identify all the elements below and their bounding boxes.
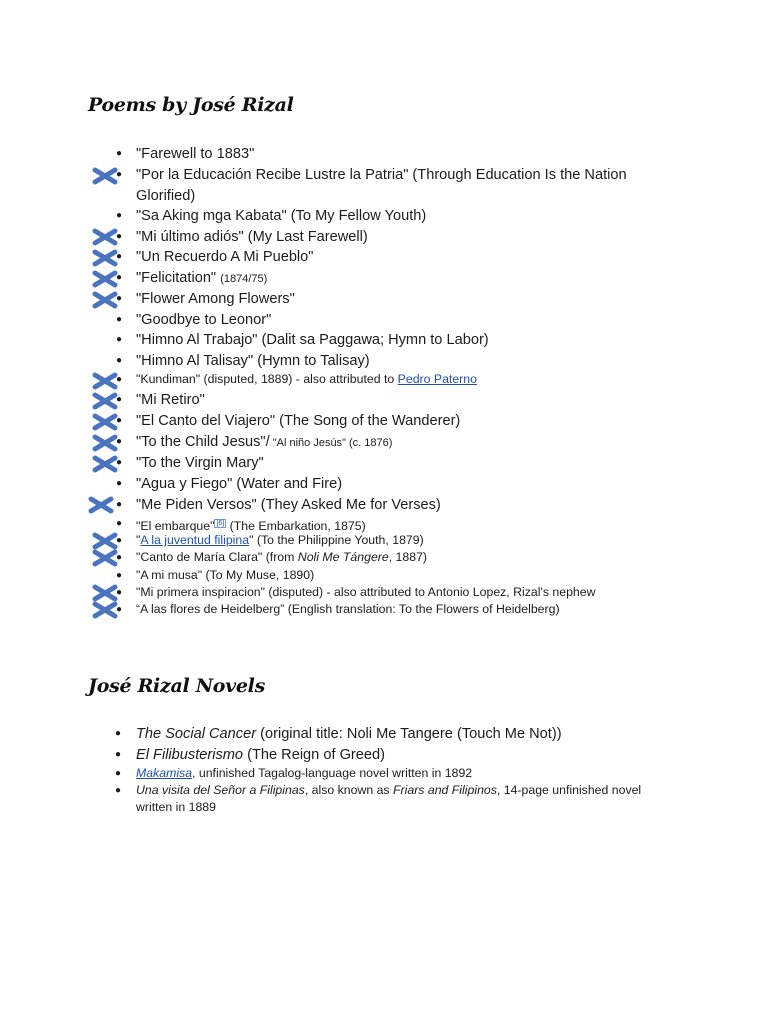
novels-list	[0, 724, 768, 817]
poem-note: (The Embarkation, 1875)	[226, 519, 366, 534]
bullet: ●	[115, 355, 123, 366]
poem-item	[0, 515, 768, 532]
poem-title: "Himno Al Talisay" (Hymn to Talisay)	[136, 353, 370, 369]
bullet: ●	[114, 768, 122, 779]
bullet: ●	[115, 604, 123, 615]
novel-item	[0, 724, 768, 745]
bullet: ●	[115, 394, 123, 405]
poem-title: "Farewell to 1883"	[136, 146, 255, 162]
poem-title: "Me Piden Versos" (They Asked Me for Verses)	[136, 497, 441, 513]
bullet: ●	[115, 334, 123, 345]
poem-item	[0, 268, 768, 289]
poem-item	[0, 474, 768, 495]
bullet: ●	[115, 169, 123, 180]
poem-item	[0, 371, 768, 390]
bullet: ●	[115, 374, 123, 385]
bullet: ●	[114, 749, 122, 760]
poem-title: "Flower Among Flowers"	[136, 291, 295, 307]
novel-alt-title: Friars and Filipinos	[393, 783, 497, 797]
poem-item	[0, 390, 768, 411]
quote-mark: "	[136, 533, 141, 547]
poem-title: "To the Child Jesus"/	[136, 434, 270, 450]
poem-title: "Felicitation"	[136, 270, 217, 286]
poem-item	[0, 601, 768, 618]
bullet: ●	[115, 518, 123, 529]
poem-title: "Mi último adiós" (My Last Farewell)	[136, 229, 368, 245]
poem-title: "Por la Educación Recibe Lustre la Patria" (Through Education Is the Nation Glorified)	[136, 167, 627, 204]
poem-item	[0, 495, 768, 515]
bullet: ●	[115, 231, 123, 242]
poems-list	[0, 144, 768, 618]
poem-title: "Sa Aking mga Kabata" (To My Fellow Youth)	[136, 208, 427, 224]
poem-item	[0, 330, 768, 351]
poem-item	[0, 310, 768, 330]
novel-note: , unfinished Tagalog-language novel written in 1892	[192, 766, 473, 780]
poem-item	[0, 411, 768, 432]
bullet: ●	[115, 478, 123, 489]
poem-note: , 1887)	[388, 550, 428, 564]
novel-item	[0, 782, 768, 817]
novel-item	[0, 765, 768, 782]
poem-item	[0, 165, 768, 206]
bullet: ●	[115, 293, 123, 304]
poem-title: "Un Recuerdo A Mi Pueblo"	[136, 249, 314, 265]
novel-note: (original title: Noli Me Tangere (Touch Me Not))	[256, 726, 562, 742]
novel-note: , 14-page unfinished novel written in 1889	[136, 783, 642, 815]
poem-item	[0, 247, 768, 268]
bullet: ●	[115, 499, 123, 510]
poem-title: "To the Virgin Mary"	[136, 455, 264, 471]
bullet: ●	[115, 570, 123, 581]
juventud-filipina-link[interactable]: A la juventud filipina	[140, 533, 250, 547]
novel-note: (The Reign of Greed)	[243, 747, 385, 763]
bullet: ●	[115, 314, 123, 325]
novel-title: The Social Cancer	[136, 726, 257, 742]
poem-title: "Himno Al Trabajo" (Dalit sa Paggawa; Hymn to Labor)	[136, 332, 489, 348]
poem-title: "Agua y Fiego" (Water and Fire)	[136, 476, 343, 492]
x-mark-icon	[88, 496, 114, 514]
poem-date: (1874/75)	[220, 273, 268, 285]
poem-source: Noli Me Tángere	[297, 550, 389, 564]
bullet: ●	[115, 415, 123, 426]
poem-item	[0, 549, 768, 567]
bullet: ●	[115, 251, 123, 262]
bullet: ●	[115, 552, 123, 563]
novel-title: El Filibusterismo	[136, 747, 244, 763]
novels-heading: José Rizal Novels	[88, 675, 265, 697]
poem-item	[0, 227, 768, 247]
bullet: ●	[115, 535, 123, 546]
poem-title: "Mi primera inspiracion" (disputed) - also attributed to Antonio Lopez, Rizal's nephew	[136, 585, 596, 599]
bullet: ●	[114, 728, 122, 739]
poem-note: " (To the Philippine Youth, 1879)	[249, 533, 424, 547]
poem-item	[0, 532, 768, 549]
bullet: ●	[115, 436, 123, 447]
poem-title: "El Canto del Viajero" (The Song of the Wanderer)	[136, 413, 461, 429]
bullet: ●	[115, 148, 123, 159]
novel-note: , also known as	[304, 783, 394, 797]
makamisa-link[interactable]: Makamisa	[136, 766, 193, 780]
poem-item	[0, 144, 768, 165]
poem-title: "Mi Retiro"	[136, 392, 205, 408]
bullet: ●	[115, 587, 123, 598]
bullet: ●	[115, 457, 123, 468]
poem-item	[0, 289, 768, 310]
bullet: ●	[115, 210, 123, 221]
poems-heading: Poems by José Rizal	[88, 94, 294, 116]
bullet: ●	[115, 272, 123, 283]
poem-item	[0, 351, 768, 371]
poem-item	[0, 453, 768, 474]
citation-link[interactable]: [6]	[216, 520, 225, 527]
poem-title: "Goodbye to Leonor"	[136, 312, 272, 328]
poem-title: "El embarque"	[136, 519, 215, 534]
poem-item	[0, 567, 768, 584]
poem-item	[0, 432, 768, 453]
poem-title: “A las flores de Heidelberg” (English translation: To the Flowers of Heidelberg)	[136, 602, 560, 616]
novel-title: Una visita del Señor a Filipinas	[136, 783, 305, 797]
pedro-paterno-link[interactable]: Pedro Paterno	[397, 372, 477, 386]
bullet: ●	[114, 785, 122, 796]
novel-item	[0, 745, 768, 765]
poem-alt-title: "Al niño Jesús" (c. 1876)	[269, 437, 393, 449]
poem-title: "Canto de María Clara" (from	[136, 550, 298, 564]
poem-item	[0, 206, 768, 227]
poem-item	[0, 584, 768, 601]
poem-title: "Kundiman" (disputed, 1889) - also attributed to	[136, 372, 398, 386]
poem-title: "A mi musa" (To My Muse, 1890)	[136, 568, 315, 582]
